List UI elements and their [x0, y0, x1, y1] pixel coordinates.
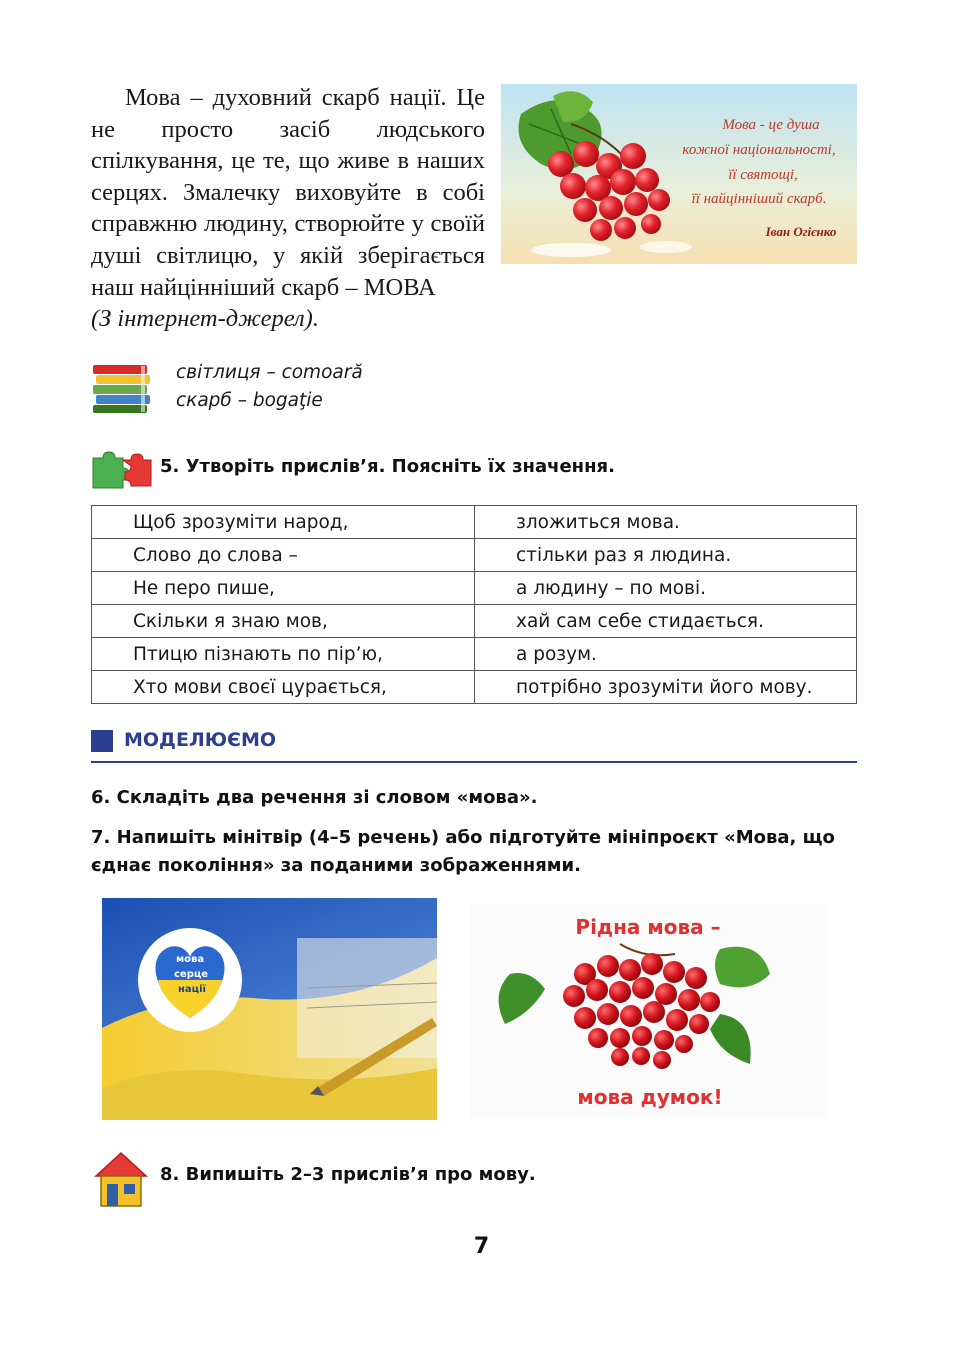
table-row	[92, 539, 857, 572]
poster-bottom-text: мова думок!	[577, 1085, 723, 1109]
puzzle-icon	[91, 450, 153, 490]
proverb-end: а розум.	[475, 638, 857, 671]
books-icon	[91, 363, 153, 415]
proverb-start: Птицю пізнають по пір’ю,	[92, 638, 475, 671]
task-7: 7. Напишіть мінітвір (4–5 речень) або підготуйте мініпроєкт «Мова, що єднає покоління» за поданими зображеннями.	[91, 827, 835, 876]
proverb-end: зложиться мова.	[475, 506, 857, 539]
table-row	[92, 671, 857, 704]
quote-line-2: кожної національності,	[682, 142, 836, 158]
task-8: 8. Випишіть 2–3 прислів’я про мову.	[160, 1164, 536, 1185]
table-row	[92, 638, 857, 671]
viburnum-poster	[470, 904, 827, 1118]
quote-line-1: Мова - це душа	[722, 117, 820, 133]
proverb-end: стільки раз я людина.	[475, 539, 857, 572]
table-row	[92, 506, 857, 539]
quote-line-3: її святощі,	[728, 167, 798, 183]
vocab-item: світлиця – comoară	[176, 362, 363, 383]
section-title: МОДЕЛЮЄМО	[124, 729, 277, 751]
intro-source: (З інтернет-джерел).	[91, 305, 319, 333]
heart-word-2: серце	[174, 969, 209, 980]
proverb-start: Не перо пише,	[92, 572, 475, 605]
flag-heart-image	[102, 898, 437, 1120]
proverbs-table	[91, 505, 857, 704]
quote-line-4: її найцінніший скарб.	[691, 191, 827, 207]
poster-top-text: Рідна мова –	[575, 915, 721, 939]
proverb-end: потрібно зрозуміти його мову.	[475, 671, 857, 704]
proverb-start: Скільки я знаю мов,	[92, 605, 475, 638]
proverb-start: Слово до слова –	[92, 539, 475, 572]
vocab-item: скарб – bogaţie	[176, 390, 323, 411]
proverb-start: Хто мови своєї цурається,	[92, 671, 475, 704]
section-header	[91, 728, 857, 763]
task-5-title: 5. Утворіть прислів’я. Поясніть їх значення.	[160, 456, 615, 477]
proverb-start: Щоб зрозуміти народ,	[92, 506, 475, 539]
table-row	[92, 605, 857, 638]
quote-card-image	[501, 84, 857, 264]
proverb-end: хай сам себе стидається.	[475, 605, 857, 638]
heart-word-1: мова	[176, 954, 205, 965]
section-square-icon	[91, 730, 113, 752]
proverb-end: а людину – по мові.	[475, 572, 857, 605]
quote-author: Іван Огієнко	[765, 224, 837, 239]
page-number: 7	[473, 1234, 490, 1259]
house-icon	[94, 1150, 148, 1208]
heart-word-3: нації	[178, 984, 206, 995]
intro-text: Мова – духовний скарб нації. Це не просто засіб людського спілкування, це те, що живе в наших серцях. Змалечку виховуйте в собі справжню людину, створюйте у своїй душі світлицю, у якій зберігається наш найцінніший скарб – МОВА	[91, 84, 485, 301]
task-6: 6. Складіть два речення зі словом «мова».	[91, 787, 538, 808]
table-row	[92, 572, 857, 605]
intro-paragraph	[91, 82, 857, 335]
